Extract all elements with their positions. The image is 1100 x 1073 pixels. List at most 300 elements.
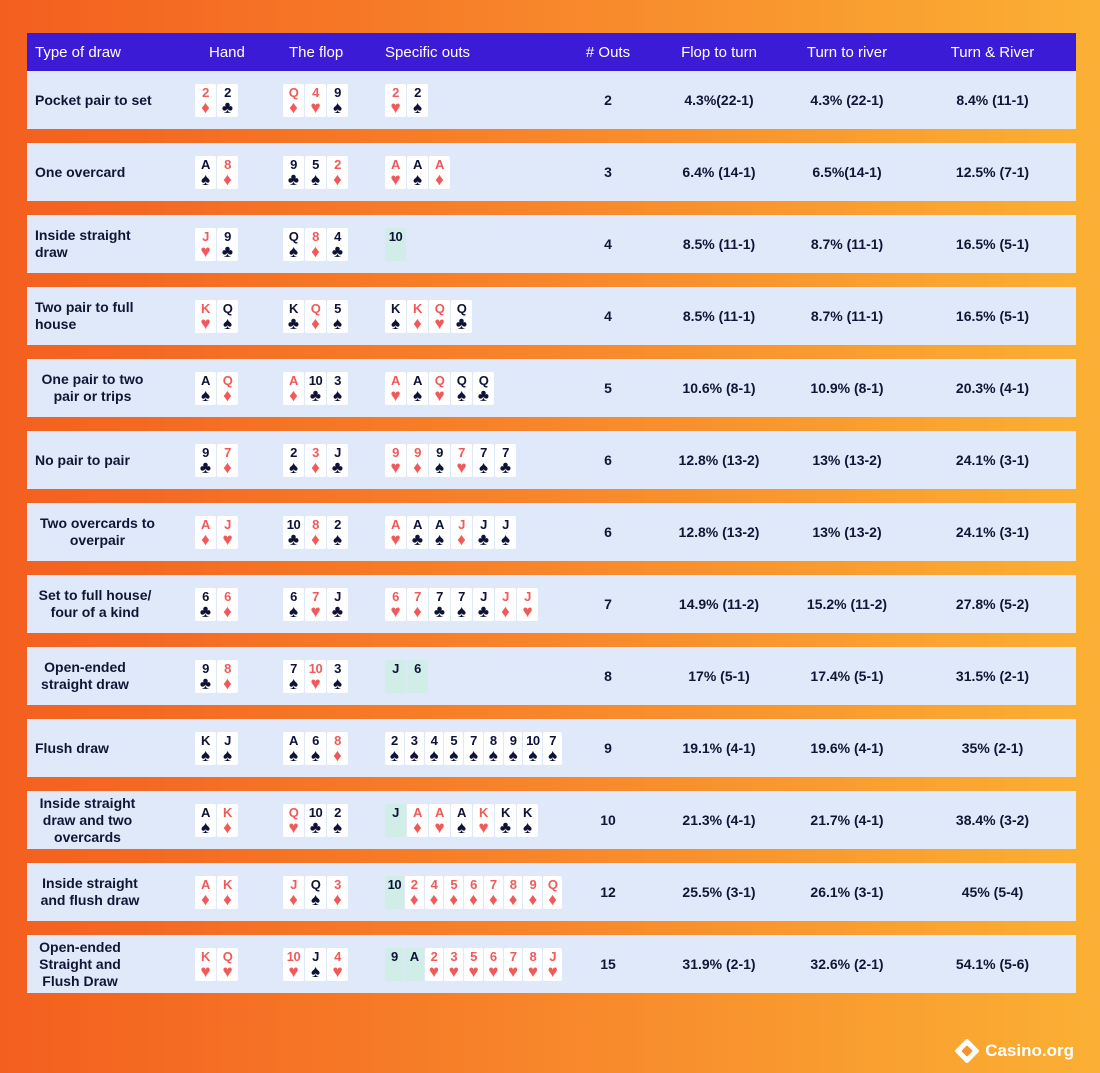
spade-suit-icon: ♠ — [332, 313, 343, 333]
playing-card — [283, 228, 304, 261]
card-rank: K — [223, 876, 232, 892]
card-rank: Q — [547, 876, 558, 892]
draw-type — [27, 299, 187, 333]
card-rank: 8 — [312, 228, 319, 244]
flop-cards — [283, 732, 369, 765]
specific-outs-cards — [385, 516, 563, 549]
spade-suit-icon: ♠ — [449, 745, 459, 765]
card-rank: K — [391, 300, 400, 316]
heart-suit-icon: ♥ — [478, 817, 489, 837]
diamond-suit-icon: ♦ — [311, 457, 320, 477]
playing-card — [543, 876, 562, 909]
playing-card — [217, 84, 238, 117]
card-rank: 7 — [509, 948, 517, 964]
outs-cards-cell — [369, 156, 563, 189]
card-rank: 4 — [312, 84, 319, 100]
table-row — [27, 791, 1076, 849]
flop-cards — [283, 804, 369, 837]
card-rank: J — [224, 516, 231, 532]
playing-card — [385, 156, 406, 189]
spade-suit-icon: ♠ — [528, 745, 538, 765]
outs-count: 4 — [604, 236, 612, 252]
card-rank: 2 — [430, 948, 438, 964]
spade-suit-icon: ♠ — [434, 529, 445, 549]
turn-to-river-odds: 13% (13-2) — [812, 452, 882, 468]
outs-cards-cell — [369, 732, 563, 765]
heart-suit-icon: ♥ — [508, 961, 519, 981]
playing-card — [429, 300, 450, 333]
outs-count: 5 — [604, 380, 612, 396]
draw-type-label: Pocket pair to set — [35, 91, 152, 108]
diamond-suit-icon: ♦ — [223, 673, 232, 693]
playing-card — [305, 732, 326, 765]
playing-card — [385, 300, 406, 333]
playing-card — [327, 156, 348, 189]
card-rank: 6 — [414, 660, 421, 676]
outs-cards-cell — [369, 588, 563, 621]
flop-to-turn-odds: 8.5% (11-1) — [682, 236, 756, 252]
club-suit-icon: ♣ — [287, 169, 300, 189]
card-rank: 2 — [202, 84, 209, 100]
casino-diamond-icon — [954, 1038, 979, 1063]
hand-cards — [195, 444, 271, 477]
playing-card — [385, 228, 406, 261]
spade-suit-icon: ♠ — [500, 529, 511, 549]
card-rank: 4 — [334, 228, 341, 244]
specific-outs-cards — [385, 372, 563, 405]
hand-cell — [187, 948, 271, 981]
playing-card — [407, 804, 428, 837]
playing-card — [327, 948, 348, 981]
card-rank: 7 — [458, 588, 465, 604]
card-rank: J — [202, 228, 209, 244]
playing-card — [327, 732, 348, 765]
card-rank: 10 — [387, 876, 402, 892]
card-rank: 9 — [509, 732, 517, 748]
playing-card — [305, 804, 326, 837]
draw-type-label: Open-ended straight draw — [41, 659, 129, 692]
diamond-suit-icon: ♦ — [289, 97, 298, 117]
heart-suit-icon: ♥ — [390, 529, 401, 549]
club-suit-icon: ♣ — [331, 241, 344, 261]
flop-to-turn-odds: 19.1% (4-1) — [682, 740, 756, 756]
heart-suit-icon: ♥ — [288, 817, 299, 837]
hand-cell — [187, 156, 271, 189]
card-rank: 5 — [450, 732, 458, 748]
card-rank: A — [391, 156, 400, 172]
card-rank: J — [290, 876, 297, 892]
club-suit-icon: ♣ — [221, 97, 234, 117]
playing-card — [305, 516, 326, 549]
turn-and-river-odds: 31.5% (2-1) — [955, 668, 1030, 684]
turn-and-river-odds: 45% (5-4) — [961, 884, 1024, 900]
flop-to-turn-odds: 31.9% (2-1) — [682, 956, 756, 972]
playing-card — [405, 732, 424, 765]
playing-card — [327, 300, 348, 333]
card-rank: Q — [222, 300, 233, 316]
heart-suit-icon: ♥ — [332, 961, 343, 981]
playing-card — [195, 660, 216, 693]
card-rank: 4 — [430, 732, 438, 748]
card-rank: 6 — [224, 588, 231, 604]
playing-card — [217, 516, 238, 549]
spade-suit-icon: ♠ — [456, 385, 467, 405]
diamond-suit-icon: ♦ — [501, 601, 510, 621]
playing-card — [305, 300, 326, 333]
playing-card — [283, 732, 304, 765]
club-suit-icon: ♣ — [433, 601, 446, 621]
card-rank: 6 — [392, 588, 399, 604]
spade-suit-icon: ♠ — [488, 745, 498, 765]
playing-card — [385, 660, 406, 693]
playing-card — [444, 948, 463, 981]
heart-suit-icon: ♥ — [488, 961, 499, 981]
hand-cell — [187, 732, 271, 765]
playing-card — [405, 876, 424, 909]
turn-and-river-odds: 54.1% (5-6) — [955, 956, 1030, 972]
turn-to-river-odds: 26.1% (3-1) — [810, 884, 884, 900]
playing-card — [305, 84, 326, 117]
hand-cards — [195, 876, 271, 909]
playing-card — [195, 732, 216, 765]
playing-card — [429, 588, 450, 621]
diamond-suit-icon: ♦ — [201, 889, 210, 909]
turn-and-river-odds: 16.5% (5-1) — [955, 236, 1030, 252]
playing-card — [425, 876, 444, 909]
flop-cell — [271, 300, 369, 333]
playing-card — [385, 732, 404, 765]
card-rank: 7 — [436, 588, 443, 604]
card-rank: K — [413, 300, 422, 316]
table-row — [27, 143, 1076, 201]
draw-type — [27, 371, 187, 405]
playing-card — [504, 732, 523, 765]
playing-card — [473, 804, 494, 837]
spade-suit-icon: ♠ — [412, 97, 423, 117]
card-rank: 2 — [334, 804, 341, 820]
card-rank: 10 — [308, 372, 323, 388]
spade-suit-icon: ♠ — [429, 745, 439, 765]
outs-cards-cell — [369, 444, 563, 477]
flop-cards — [283, 228, 369, 261]
poker-odds-table — [27, 33, 1076, 993]
playing-card — [283, 588, 304, 621]
header-type-of-draw: Type of draw — [35, 43, 121, 61]
diamond-suit-icon: ♦ — [223, 385, 232, 405]
outs-count: 3 — [604, 164, 612, 180]
heart-suit-icon: ♥ — [434, 817, 445, 837]
playing-card — [327, 84, 348, 117]
playing-card — [405, 948, 424, 981]
heart-suit-icon: ♥ — [200, 961, 211, 981]
card-rank: A — [435, 516, 444, 532]
diamond-suit-icon: ♦ — [333, 745, 342, 765]
card-rank: 7 — [224, 444, 231, 460]
card-rank: J — [549, 948, 556, 964]
specific-outs-cards — [385, 804, 563, 837]
playing-card — [495, 444, 516, 477]
heart-suit-icon: ♥ — [310, 601, 321, 621]
hand-cell — [187, 588, 271, 621]
spade-suit-icon: ♠ — [288, 673, 299, 693]
heart-suit-icon: ♥ — [547, 961, 558, 981]
outs-cards-cell — [369, 372, 563, 405]
playing-card — [407, 516, 428, 549]
playing-card — [407, 660, 428, 693]
specific-outs-cards — [385, 660, 563, 693]
card-rank: A — [289, 732, 298, 748]
card-rank: J — [480, 588, 487, 604]
card-rank: K — [223, 804, 232, 820]
turn-and-river-odds: 24.1% (3-1) — [955, 452, 1030, 468]
specific-outs-cards — [385, 588, 563, 621]
playing-card — [444, 876, 463, 909]
header-outs: # Outs — [585, 43, 631, 61]
playing-card — [407, 300, 428, 333]
table-header — [27, 33, 1076, 71]
playing-card — [195, 444, 216, 477]
playing-card — [195, 228, 216, 261]
playing-card — [283, 372, 304, 405]
turn-to-river-odds: 32.6% (2-1) — [810, 956, 884, 972]
flop-to-turn-odds: 8.5% (11-1) — [682, 308, 756, 324]
spade-suit-icon: ♠ — [456, 601, 467, 621]
card-rank: Q — [222, 948, 233, 964]
draw-type — [27, 227, 187, 261]
card-rank: 8 — [224, 156, 231, 172]
diamond-suit-icon: ♦ — [548, 889, 557, 909]
draw-type — [27, 587, 187, 621]
heart-suit-icon: ♥ — [468, 961, 479, 981]
flop-to-turn-odds: 4.3%(22-1) — [684, 92, 754, 108]
header-turn-to-river: Turn to river — [806, 43, 888, 61]
playing-card — [385, 84, 406, 117]
playing-card — [407, 84, 428, 117]
hand-cell — [187, 516, 271, 549]
playing-card — [283, 516, 304, 549]
draw-type — [27, 92, 187, 109]
header-specific-outs: Specific outs — [385, 43, 471, 61]
playing-card — [195, 372, 216, 405]
playing-card — [327, 588, 348, 621]
draw-type-label: No pair to pair — [35, 451, 130, 468]
playing-card — [451, 516, 472, 549]
playing-card — [283, 660, 304, 693]
playing-card — [451, 804, 472, 837]
playing-card — [283, 156, 304, 189]
card-rank: Q — [288, 804, 299, 820]
spade-suit-icon: ♠ — [288, 241, 299, 261]
table-row — [27, 935, 1076, 993]
playing-card — [451, 588, 472, 621]
outs-count: 10 — [600, 812, 616, 828]
draw-type-label: Inside straight draw and two overcards — [39, 794, 136, 845]
spade-suit-icon: ♠ — [390, 313, 401, 333]
card-rank: 2 — [391, 732, 398, 748]
draw-type — [27, 452, 187, 469]
card-rank: 9 — [436, 444, 443, 460]
draw-type — [27, 875, 187, 909]
hand-cell — [187, 660, 271, 693]
playing-card — [305, 876, 326, 909]
table-row — [27, 503, 1076, 561]
draw-type — [27, 939, 187, 990]
playing-card — [217, 156, 238, 189]
playing-card — [217, 660, 238, 693]
diamond-suit-icon: ♦ — [333, 889, 342, 909]
heart-suit-icon: ♥ — [310, 97, 321, 117]
spade-suit-icon: ♠ — [288, 601, 299, 621]
playing-card — [385, 876, 404, 909]
card-rank: 2 — [334, 516, 341, 532]
hand-cards — [195, 948, 271, 981]
spade-suit-icon: ♠ — [200, 385, 211, 405]
spade-suit-icon: ♠ — [222, 313, 233, 333]
hand-cards — [195, 228, 271, 261]
card-rank: 9 — [290, 156, 297, 172]
playing-card — [464, 948, 483, 981]
club-suit-icon: ♣ — [199, 601, 212, 621]
table-body — [27, 71, 1076, 993]
outs-count: 6 — [604, 452, 612, 468]
draw-type-label: One pair to two pair or trips — [41, 371, 144, 404]
playing-card — [523, 876, 542, 909]
specific-outs-cards — [385, 444, 563, 477]
turn-and-river-odds: 27.8% (5-2) — [955, 596, 1030, 612]
diamond-suit-icon: ♦ — [413, 457, 422, 477]
spade-suit-icon: ♠ — [456, 817, 467, 837]
hand-cell — [187, 228, 271, 261]
playing-card — [327, 660, 348, 693]
card-rank: 8 — [529, 948, 537, 964]
playing-card — [385, 516, 406, 549]
diamond-suit-icon: ♦ — [469, 889, 478, 909]
playing-card — [451, 300, 472, 333]
card-rank: A — [201, 156, 210, 172]
club-suit-icon: ♣ — [287, 529, 300, 549]
logo-text: Casino.org — [985, 1041, 1074, 1060]
diamond-suit-icon: ♦ — [223, 457, 232, 477]
playing-card — [195, 300, 216, 333]
card-rank: 3 — [450, 948, 458, 964]
flop-cell — [271, 156, 369, 189]
turn-and-river-odds: 20.3% (4-1) — [955, 380, 1030, 396]
flop-cards — [283, 660, 369, 693]
card-rank: A — [413, 372, 422, 388]
playing-card — [385, 804, 406, 837]
turn-to-river-odds: 19.6% (4-1) — [810, 740, 884, 756]
spade-suit-icon: ♠ — [478, 457, 489, 477]
card-rank: J — [392, 660, 399, 676]
diamond-suit-icon: ♦ — [223, 169, 232, 189]
flop-to-turn-odds: 14.9% (11-2) — [678, 596, 760, 612]
flop-to-turn-odds: 25.5% (3-1) — [682, 884, 756, 900]
table-row — [27, 863, 1076, 921]
turn-and-river-odds: 24.1% (3-1) — [955, 524, 1030, 540]
heart-suit-icon: ♥ — [222, 961, 233, 981]
club-suit-icon: ♣ — [199, 457, 212, 477]
casino-org-logo — [958, 1041, 1074, 1061]
playing-card — [305, 948, 326, 981]
hand-cards — [195, 156, 271, 189]
card-rank: Q — [310, 876, 321, 892]
table-row — [27, 287, 1076, 345]
spade-suit-icon: ♠ — [412, 385, 423, 405]
playing-card — [444, 732, 463, 765]
card-rank: 7 — [549, 732, 556, 748]
playing-card — [495, 804, 516, 837]
playing-card — [195, 156, 216, 189]
header-turn-and-river: Turn & River — [950, 43, 1035, 61]
card-rank: A — [201, 876, 210, 892]
club-suit-icon: ♣ — [199, 673, 212, 693]
playing-card — [327, 804, 348, 837]
specific-outs-cards — [385, 300, 563, 333]
card-rank: 7 — [290, 660, 297, 676]
card-rank: 9 — [334, 84, 341, 100]
playing-card — [473, 444, 494, 477]
diamond-suit-icon: ♦ — [488, 889, 498, 909]
heart-suit-icon: ♥ — [527, 961, 538, 981]
flop-cards — [283, 444, 369, 477]
diamond-suit-icon: ♦ — [413, 817, 422, 837]
playing-card — [429, 804, 450, 837]
outs-count: 12 — [600, 884, 616, 900]
heart-suit-icon: ♥ — [456, 457, 467, 477]
card-rank: Q — [222, 372, 233, 388]
card-rank: Q — [310, 300, 321, 316]
diamond-suit-icon: ♦ — [201, 97, 210, 117]
draw-type — [27, 659, 187, 693]
playing-card — [464, 876, 483, 909]
playing-card — [283, 876, 304, 909]
card-rank: A — [201, 372, 210, 388]
outs-cards-cell — [369, 804, 563, 837]
playing-card — [195, 948, 216, 981]
card-rank: Q — [478, 372, 489, 388]
turn-to-river-odds: 6.5%(14-1) — [812, 164, 882, 180]
table-row — [27, 431, 1076, 489]
table-row — [27, 719, 1076, 777]
header-hand: Hand — [209, 43, 245, 61]
outs-cards-cell — [369, 948, 563, 981]
club-suit-icon: ♣ — [477, 529, 490, 549]
spade-suit-icon: ♠ — [310, 961, 321, 981]
playing-card — [195, 804, 216, 837]
card-rank: A — [391, 372, 400, 388]
turn-to-river-odds: 8.7% (11-1) — [810, 236, 884, 252]
heart-suit-icon: ♥ — [310, 673, 321, 693]
club-suit-icon: ♣ — [221, 241, 234, 261]
spade-suit-icon: ♠ — [389, 745, 399, 765]
hand-cell — [187, 300, 271, 333]
specific-outs-cards — [385, 84, 563, 117]
turn-to-river-odds: 8.7% (11-1) — [810, 308, 884, 324]
card-rank: K — [523, 804, 532, 820]
flop-cell — [271, 444, 369, 477]
outs-count: 2 — [604, 92, 612, 108]
flop-to-turn-odds: 6.4% (14-1) — [682, 164, 756, 180]
playing-card — [407, 588, 428, 621]
heart-suit-icon: ♥ — [222, 529, 233, 549]
spade-suit-icon: ♠ — [200, 169, 211, 189]
flop-cards — [283, 372, 369, 405]
playing-card — [464, 732, 483, 765]
outs-cards-cell — [369, 516, 563, 549]
playing-card — [283, 300, 304, 333]
turn-and-river-odds: 12.5% (7-1) — [955, 164, 1030, 180]
card-rank: 2 — [290, 444, 297, 460]
